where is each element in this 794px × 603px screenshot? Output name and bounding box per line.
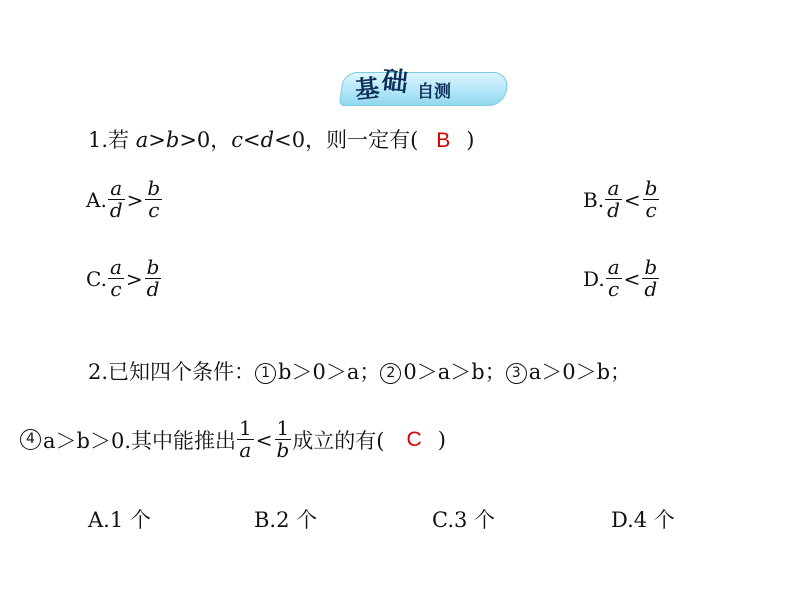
q2-condition-3: a＞0＞b； (528, 360, 632, 384)
fraction (275, 418, 292, 461)
relation: < (255, 427, 273, 452)
denominator: b (276, 438, 290, 462)
fraction (108, 257, 124, 300)
denominator: d (146, 277, 160, 301)
denominator: c (110, 277, 122, 301)
fraction (145, 178, 162, 221)
question-1 (88, 130, 474, 151)
fraction (642, 257, 659, 300)
circled-number-4: 4 (20, 429, 41, 450)
fraction (606, 257, 622, 300)
banner-char-chu: 础 (380, 65, 410, 99)
q2-condition-2: 0＞a＞b； (403, 360, 506, 384)
denominator: a (239, 438, 252, 462)
q2-condition-1: b＞0＞a； (278, 360, 381, 384)
question-2-line-1 (88, 362, 631, 384)
relation: > (126, 187, 144, 212)
q1-option-a (86, 178, 163, 221)
fraction (643, 178, 660, 221)
numerator: a (109, 255, 122, 279)
fraction (237, 418, 254, 461)
relation: < (623, 266, 641, 291)
q2-condition-4: a＞b＞0.其中能推出 (43, 428, 236, 453)
q2-tail: 成立的有( (292, 428, 385, 453)
q2-option-d: D.4 个 (611, 508, 675, 532)
numerator: a (607, 176, 620, 200)
q2-intro: 2.已知四个条件： (88, 360, 256, 384)
relation: > (125, 266, 143, 291)
denominator: c (148, 198, 160, 222)
q1-option-d (583, 257, 660, 300)
circled-number-3: 3 (506, 363, 527, 384)
numerator: b (644, 255, 658, 279)
q2-option-c: C.3 个 (432, 508, 496, 532)
question-2-line-2 (20, 418, 446, 461)
q2-option-a: A.1 个 (88, 508, 151, 532)
denominator: c (645, 198, 657, 222)
numerator: b (147, 176, 161, 200)
q1-option-c (86, 257, 162, 300)
option-label: D. (583, 266, 605, 291)
denominator: c (608, 277, 620, 301)
q2-option-b: B.2 个 (254, 508, 318, 532)
option-label: C. (86, 266, 107, 291)
fraction (108, 178, 125, 221)
circled-number-1: 1 (255, 363, 276, 384)
q1-close: ) (466, 128, 475, 152)
numerator: a (607, 255, 620, 279)
denominator: d (644, 277, 658, 301)
q1-condition: a>b>0，c<d<0，则一定有( (135, 128, 419, 152)
numerator: 1 (276, 416, 290, 440)
option-label: A. (86, 187, 107, 212)
q2-answer: C (406, 427, 422, 451)
fraction (145, 257, 162, 300)
numerator: a (110, 176, 123, 200)
section-banner-text (353, 65, 452, 105)
banner-subtitle: 自测 (417, 82, 452, 102)
q1-prefix: 1.若 (88, 128, 136, 152)
fraction (605, 178, 622, 221)
denominator: d (109, 198, 123, 222)
relation: < (623, 187, 641, 212)
q1-answer: B (436, 129, 451, 152)
numerator: 1 (239, 416, 252, 440)
numerator: b (644, 176, 658, 200)
circled-number-2: 2 (380, 363, 401, 384)
option-label: B. (583, 187, 605, 212)
numerator: b (146, 255, 160, 279)
denominator: d (607, 198, 620, 222)
banner-char-ji: 基 (353, 73, 381, 105)
q1-option-b (583, 178, 660, 221)
q2-close: ) (437, 427, 446, 452)
